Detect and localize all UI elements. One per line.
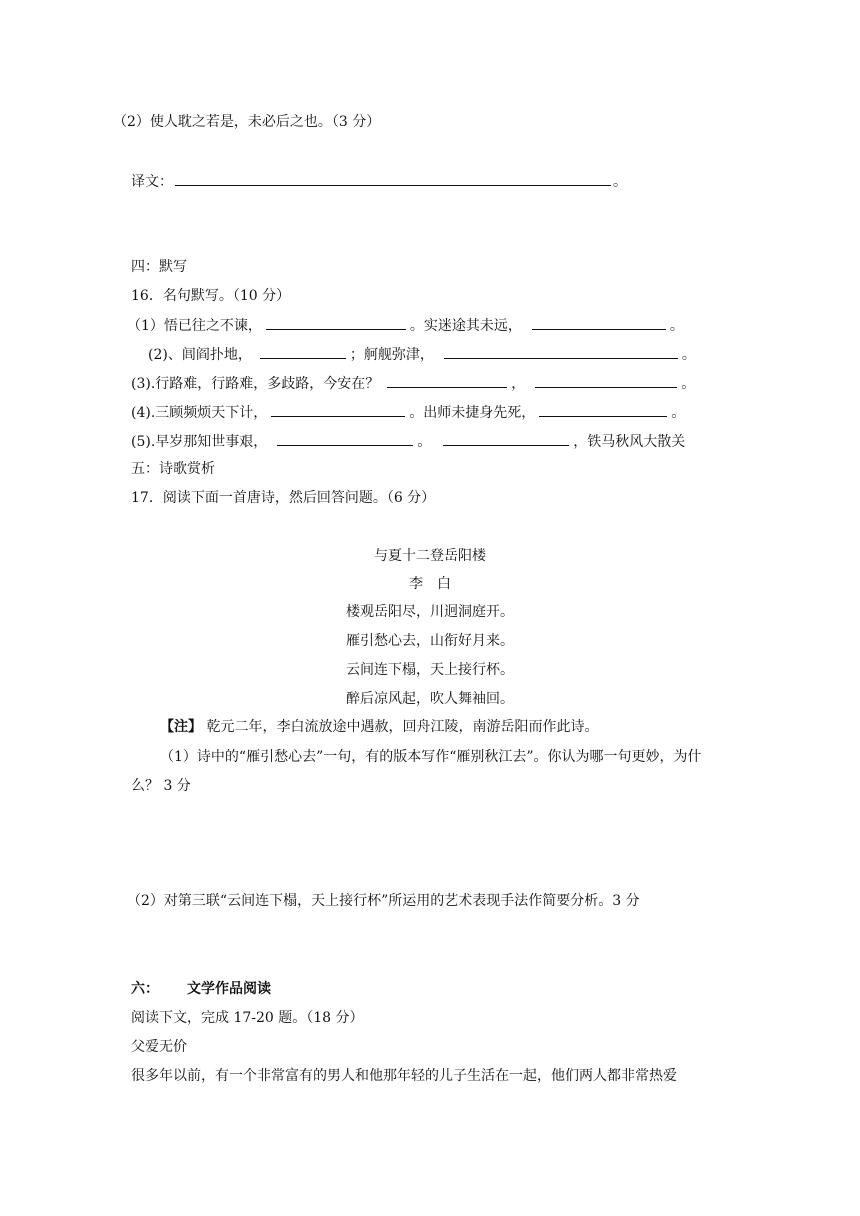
section-4-heading: 四：默写 <box>131 259 187 275</box>
q16-5-text-b: 。 <box>417 434 432 450</box>
translation-label: 译文： <box>131 174 173 190</box>
q16-2-text-a: (2)、闾阎扑地， <box>148 347 252 363</box>
q16-2-text-b: ；舸舰弥津， <box>349 347 434 363</box>
article-title: 父爱无价 <box>131 1039 187 1055</box>
poem-line-4: 醉后凉风起，吹人舞袖回。 <box>346 691 514 707</box>
question-16-3 <box>131 373 695 394</box>
q16-2-text-c: 。 <box>681 347 696 363</box>
q16-4-text-a: (4).三顾频烦天下计， <box>131 405 268 421</box>
poem-line-1: 楼观岳阳尽，川迥洞庭开。 <box>346 604 514 620</box>
section-6-heading <box>131 979 271 999</box>
translation-line <box>131 171 627 192</box>
note-label: 【注】 <box>160 719 202 735</box>
poem-title: 与夏十二登岳阳楼 <box>374 548 486 564</box>
q16-3-blank-2 <box>535 373 677 388</box>
q16-3-blank-1 <box>387 373 507 388</box>
question-17: 17．阅读下面一首唐诗，然后回答问题。（6 分） <box>131 490 436 506</box>
q16-2-blank-1 <box>260 344 346 359</box>
q16-1-blank-1 <box>266 315 406 330</box>
translation-blank <box>175 171 611 186</box>
section-6-number: 六： <box>131 981 159 997</box>
q16-1-text-b: 。实迷途其未远， <box>409 318 522 334</box>
question-15-2: （2）使人耽之若是，未必后之也。（3 分） <box>113 114 381 130</box>
poem-line-2: 雁引愁心去，山衔好月来。 <box>346 633 514 649</box>
q16-2-blank-2 <box>444 344 678 359</box>
q16-5-blank-2 <box>443 431 569 446</box>
article-paragraph-1: 很多年以前，有一个非常富有的男人和他那年轻的儿子生活在一起，他们两人都非常热爱 <box>131 1068 677 1084</box>
q16-4-blank-1 <box>271 402 405 417</box>
poem-line-3: 云间连下榻，天上接行杯。 <box>346 662 514 678</box>
question-16-1 <box>127 315 684 336</box>
section-6-title: 文学作品阅读 <box>187 981 271 997</box>
q16-1-text-a: （1）悟已往之不谏， <box>127 318 262 334</box>
translation-end: 。 <box>613 174 627 190</box>
note-text: 乾元二年，李白流放途中遇赦，回舟江陵，南游岳阳而作此诗。 <box>202 719 599 735</box>
reading-instruction: 阅读下文，完成 17-20 题。（18 分） <box>131 1010 364 1026</box>
poem-note <box>160 717 598 737</box>
poem-author: 李 白 <box>409 576 451 592</box>
q16-5-blank-1 <box>277 431 413 446</box>
question-17-1-line-1: （1）诗中的“雁引愁心去”一句，有的版本写作“雁别秋江去”。你认为哪一句更妙，为什 <box>160 749 702 765</box>
question-17-2: （2）对第三联“云间连下榻，天上接行杯”所运用的艺术表现手法作简要分析。3 分 <box>127 893 640 909</box>
section-5-heading: 五：诗歌赏析 <box>131 461 215 477</box>
q16-4-blank-2 <box>539 402 667 417</box>
q16-5-text-c: ，铁马秋风大散关 <box>573 434 686 450</box>
question-16-4 <box>131 402 685 423</box>
q16-5-text-a: (5).早岁那知世事艰， <box>131 434 268 450</box>
q16-3-text-a: (3).行路难，行路难，多歧路，今安在？ <box>131 376 380 392</box>
q16-4-text-b: 。出师未捷身先死， <box>409 405 536 421</box>
q16-3-text-c: 。 <box>681 376 696 392</box>
question-16: 16．名句默写。（10 分） <box>131 288 291 304</box>
q16-3-text-b: ， <box>511 376 526 392</box>
q16-4-text-c: 。 <box>671 405 686 421</box>
question-16-5 <box>131 431 685 452</box>
question-16-2 <box>148 344 696 365</box>
q16-1-text-c: 。 <box>669 318 684 334</box>
question-17-1-line-2: 么？ 3 分 <box>131 778 191 794</box>
q16-1-blank-2 <box>532 315 666 330</box>
